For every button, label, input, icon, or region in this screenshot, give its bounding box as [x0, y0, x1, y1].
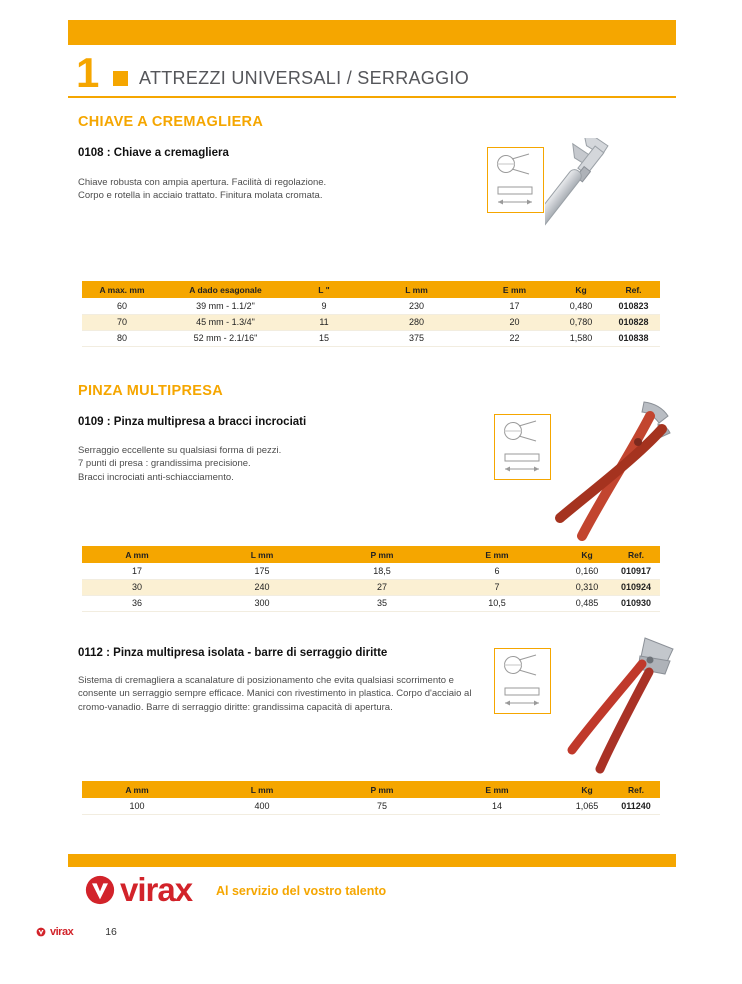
table-cell: 100 — [82, 798, 192, 814]
table-header-cell: Ref. — [607, 281, 660, 298]
table-cell-ref: 010823 — [607, 298, 660, 314]
table-cell: 0,780 — [555, 314, 607, 330]
desc-line: cromo-vanadio. Barre di serraggio diritte: grandissima capacità di apertura. — [78, 701, 393, 713]
table-cell: 280 — [359, 314, 474, 330]
spec-table-0112 — [82, 781, 660, 815]
product-description-0112 — [78, 674, 488, 714]
table-cell: 70 — [82, 314, 162, 330]
table-cell: 1,580 — [555, 330, 607, 346]
table-header-cell: E mm — [432, 546, 562, 563]
product-title-0108: 0108 : Chiave a cremagliera — [78, 147, 229, 159]
table-cell: 75 — [332, 798, 432, 814]
table-header-row — [82, 281, 660, 298]
table-cell: 17 — [474, 298, 555, 314]
product-description-0109 — [78, 444, 478, 484]
table-cell: 60 — [82, 298, 162, 314]
header-rule — [68, 96, 676, 98]
table-cell: 18,5 — [332, 563, 432, 579]
table-cell: 45 mm - 1.3/4" — [162, 314, 289, 330]
virax-logo — [84, 870, 192, 910]
page-number: 16 — [105, 926, 117, 938]
wrench-schematic-icon — [489, 149, 542, 211]
table-cell: 80 — [82, 330, 162, 346]
table-header-cell: A dado esagonale — [162, 281, 289, 298]
table-cell: 175 — [192, 563, 332, 579]
table-header-cell: A mm — [82, 546, 192, 563]
table-cell: 240 — [192, 579, 332, 595]
table-row — [82, 330, 660, 346]
table-cell: 35 — [332, 595, 432, 611]
table-header-cell: E mm — [474, 281, 555, 298]
pliers-schematic-icon — [496, 650, 549, 712]
table-cell: 22 — [474, 330, 555, 346]
table-cell: 1,065 — [562, 798, 612, 814]
table-cell: 300 — [192, 595, 332, 611]
desc-line: consente un serraggio sempre efficace. Manici con rivestimento in plastica. Corpo d'acciaio al — [78, 688, 472, 700]
desc-line: Sistema di cremagliera a scanalature di posizionamento che evita qualsiasi scorrimento e — [78, 675, 454, 686]
table-cell: 30 — [82, 579, 192, 595]
table-cell: 15 — [289, 330, 359, 346]
table-header-cell: Kg — [562, 781, 612, 798]
virax-logo-icon — [84, 874, 116, 906]
product-title-0112: 0112 : Pinza multipresa isolata - barre di serraggio diritte — [78, 647, 388, 659]
spec-table-0108 — [82, 281, 660, 347]
product-photo-insulated-pliers — [545, 632, 680, 780]
table-header-cell: L mm — [192, 781, 332, 798]
top-accent-bar — [68, 20, 676, 45]
table-row — [82, 298, 660, 314]
table-cell: 52 mm - 2.1/16" — [162, 330, 289, 346]
product-photo-adjustable-wrench — [545, 138, 680, 273]
table-cell: 0,485 — [562, 595, 612, 611]
table-cell: 27 — [332, 579, 432, 595]
table-header-cell: Kg — [555, 281, 607, 298]
footer-brand-text: virax — [50, 926, 74, 938]
table-row-highlighted — [82, 579, 660, 595]
table-cell-ref: 010917 — [612, 563, 660, 579]
table-cell-ref: 010828 — [607, 314, 660, 330]
table-cell: 375 — [359, 330, 474, 346]
table-cell: 9 — [289, 298, 359, 314]
table-header-cell: Kg — [562, 546, 612, 563]
table-cell: 11 — [289, 314, 359, 330]
section-title-chiave-a-cremagliera: CHIAVE A CREMAGLIERA — [78, 114, 264, 130]
table-header-cell: P mm — [332, 546, 432, 563]
table-cell-ref: 010838 — [607, 330, 660, 346]
table-cell: 39 mm - 1.1/2" — [162, 298, 289, 314]
table-header-row — [82, 546, 660, 563]
table-cell: 10,5 — [432, 595, 562, 611]
table-header-cell: Ref. — [612, 546, 660, 563]
page-footer — [36, 926, 117, 938]
table-cell: 36 — [82, 595, 192, 611]
table-row — [82, 798, 660, 814]
virax-mini-logo-icon — [36, 927, 46, 937]
footer-tagline: Al servizio del vostro talento — [216, 884, 387, 898]
desc-line: Chiave robusta con ampia apertura. Facilità di regolazione. — [78, 177, 327, 188]
technical-drawing-0112 — [494, 648, 551, 714]
table-header-cell: P mm — [332, 781, 432, 798]
chapter-bullet-square — [113, 71, 128, 86]
table-row — [82, 595, 660, 611]
table-cell: 20 — [474, 314, 555, 330]
table-header-cell: L mm — [359, 281, 474, 298]
table-cell-ref: 011240 — [612, 798, 660, 814]
table-cell: 14 — [432, 798, 562, 814]
table-cell-ref: 010930 — [612, 595, 660, 611]
table-cell: 7 — [432, 579, 562, 595]
table-cell-ref: 010924 — [612, 579, 660, 595]
table-header-cell: A mm — [82, 781, 192, 798]
spec-table-0109 — [82, 546, 660, 612]
desc-line: Corpo e rotella in acciaio trattato. Finitura molata cromata. — [78, 190, 323, 202]
table-cell: 230 — [359, 298, 474, 314]
product-photo-crossed-arm-pliers — [540, 396, 680, 551]
chapter-title: ATTREZZI UNIVERSALI / SERRAGGIO — [139, 68, 470, 88]
table-cell: 6 — [432, 563, 562, 579]
bottom-accent-bar — [68, 854, 676, 867]
table-cell: 0,160 — [562, 563, 612, 579]
virax-wordmark: virax — [120, 871, 193, 908]
table-cell: 400 — [192, 798, 332, 814]
table-header-row — [82, 781, 660, 798]
table-header-cell: A max. mm — [82, 281, 162, 298]
section-title-pinza-multipresa: PINZA MULTIPRESA — [78, 383, 223, 399]
desc-line: Bracci incrociati anti-schiacciamento. — [78, 471, 234, 483]
desc-line: Serraggio eccellente su qualsiasi forma di pezzi. — [78, 445, 282, 456]
technical-drawing-0108 — [487, 147, 544, 213]
chapter-number: 1 — [76, 49, 100, 96]
desc-line: 7 punti di presa : grandissima precisione. — [78, 458, 251, 470]
table-cell: 0,310 — [562, 579, 612, 595]
product-title-0109: 0109 : Pinza multipresa a bracci incrociati — [78, 416, 307, 428]
table-row-highlighted — [82, 314, 660, 330]
table-header-cell: L " — [289, 281, 359, 298]
table-row — [82, 563, 660, 579]
table-header-cell: Ref. — [612, 781, 660, 798]
table-cell: 17 — [82, 563, 192, 579]
table-cell: 0,480 — [555, 298, 607, 314]
product-description-0108 — [78, 176, 478, 203]
table-header-cell: L mm — [192, 546, 332, 563]
table-header-cell: E mm — [432, 781, 562, 798]
